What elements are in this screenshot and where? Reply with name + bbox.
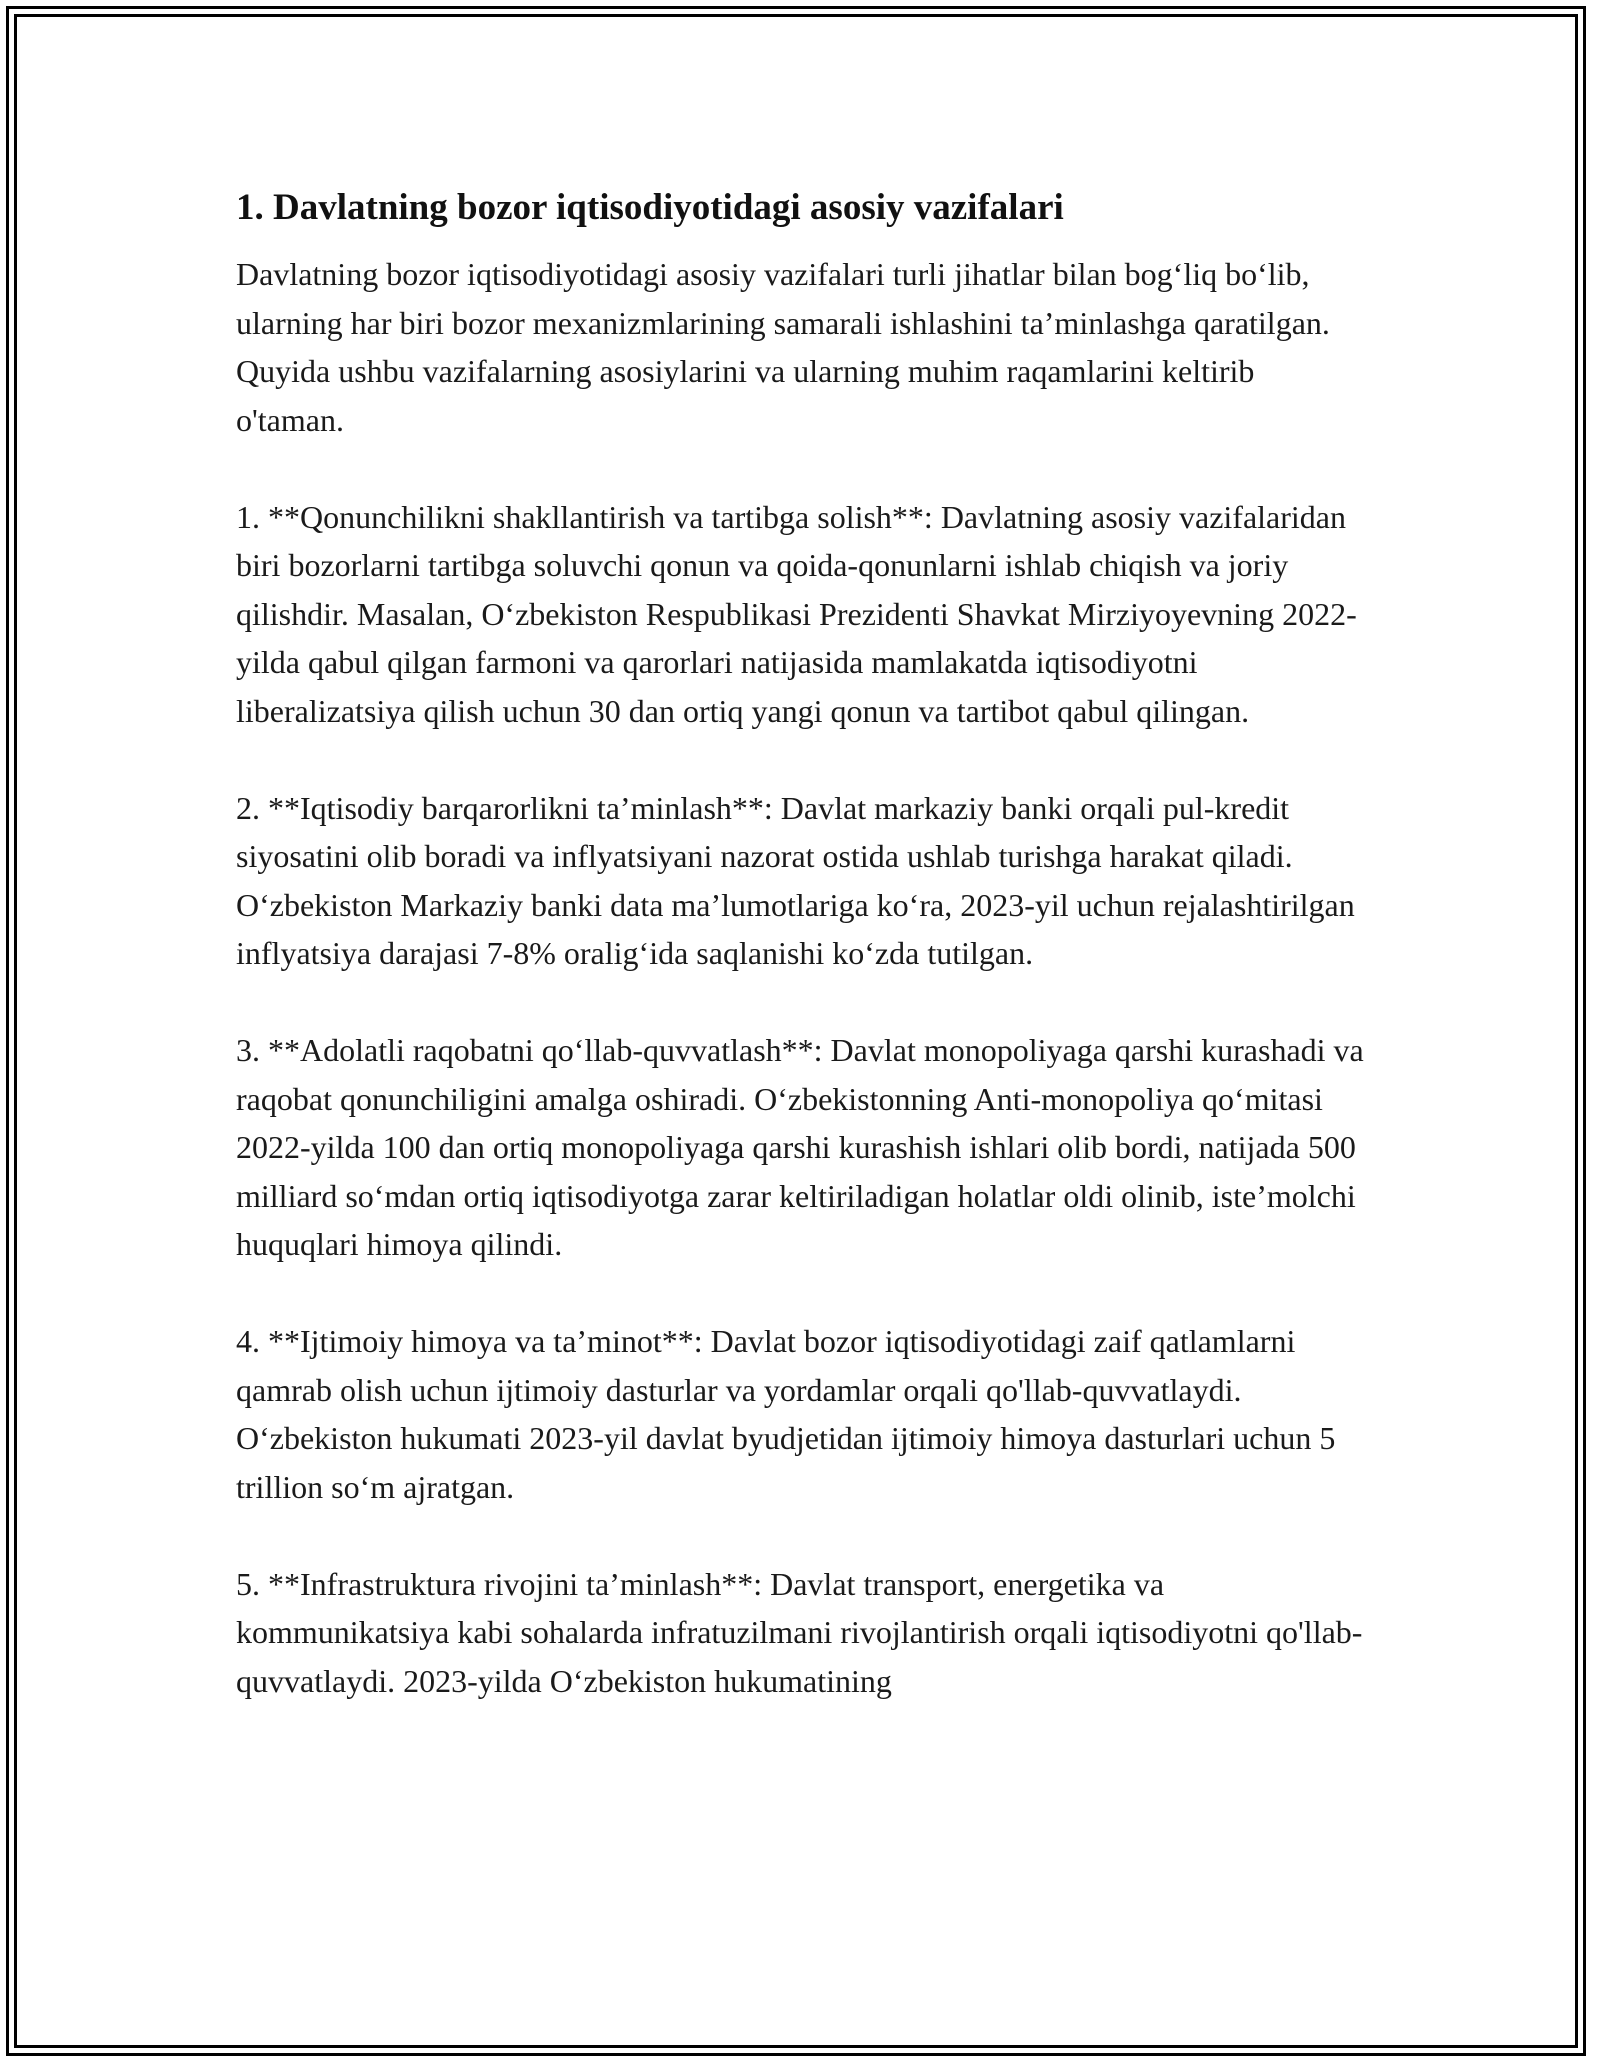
intro-paragraph: Davlatning bozor iqtisodiyotidagi asosiy vazifalari turli jihatlar bilan bog‘liq bo‘lib, ularning har biri bozor mexanizmlarining samarali ishlashini ta’minlashga qaratilgan. Quyida ushbu vazifalarning asosiylarini va ularning muhim raqamlarini keltirib o'taman.	[236, 256, 1330, 438]
paragraph-economic-stability: 2. **Iqtisodiy barqarorlikni ta’minlash**: Davlat markaziy banki orqali pul-kredit siyosatini olib boradi va inflyatsiyani nazorat ostida ushlab turishga harakat qiladi. O‘zbekiston Markaziy banki data ma’lumotlariga ko‘ra, 2023-yil uchun rejalashtirilgan inflyatsiya darajasi 7-8% oralig‘ida saqlanishi ko‘zda tutilgan.	[236, 789, 1355, 971]
section-heading: 1. Davlatning bozor iqtisodiyotidagi asosiy vazifalari	[236, 187, 1064, 228]
paragraph-legislation: 1. **Qonunchilikni shakllantirish va tartibga solish**: Davlatning asosiy vazifalaridan biri bozorlarni tartibga soluvchi qonun va qoida-qonunlarni ishlab chiqish va joriy qilishdir. Masalan, O‘zbekiston Respublikasi Prezidenti Shavkat Mirziyoyevning 2022-yilda qabul qilgan farmoni va qarorlari natijasida mamlakatda iqtisodiyotni liberalizatsiya qilish uchun 30 dan ortiq yangi qonun va tartibot qabul qilingan.	[236, 498, 1357, 729]
paragraph-fair-competition: 3. **Adolatli raqobatni qo‘llab-quvvatlash**: Davlat monopoliyaga qarshi kurashadi va raqobat qonunchiligini amalga oshiradi. O‘zbekistonning Anti-monopoliya qo‘mitasi 2022-yilda 100 dan ortiq monopoliyaga qarshi kurashish ishlari olib bordi, natijada 500 milliard so‘mdan ortiq iqtisodiyotga zarar keltiriladigan holatlar oldi olinib, iste’molchi huquqlari himoya qilindi.	[236, 1032, 1364, 1262]
paragraph-social-protection: 4. **Ijtimoiy himoya va ta’minot**: Davlat bozor iqtisodiyotidagi zaif qatlamlarni qamrab olish uchun ijtimoiy dasturlar va yordamlar orqali qo'llab-quvvatlaydi. O‘zbekiston hukumati 2023-yil davlat byudjetidan ijtimoiy himoya dasturlari uchun 5 trillion so‘m ajratgan.	[236, 1323, 1336, 1505]
document-page	[236, 184, 1366, 1754]
paragraph-infrastructure: 5. **Infrastruktura rivojini ta’minlash**: Davlat transport, energetika va kommunikatsiya kabi sohalarda infratuzilmani rivojlantirish orqali iqtisodiyotni qo'llab-quvvatlaydi. 2023-yilda O‘zbekiston hukumatining	[236, 1565, 1363, 1699]
